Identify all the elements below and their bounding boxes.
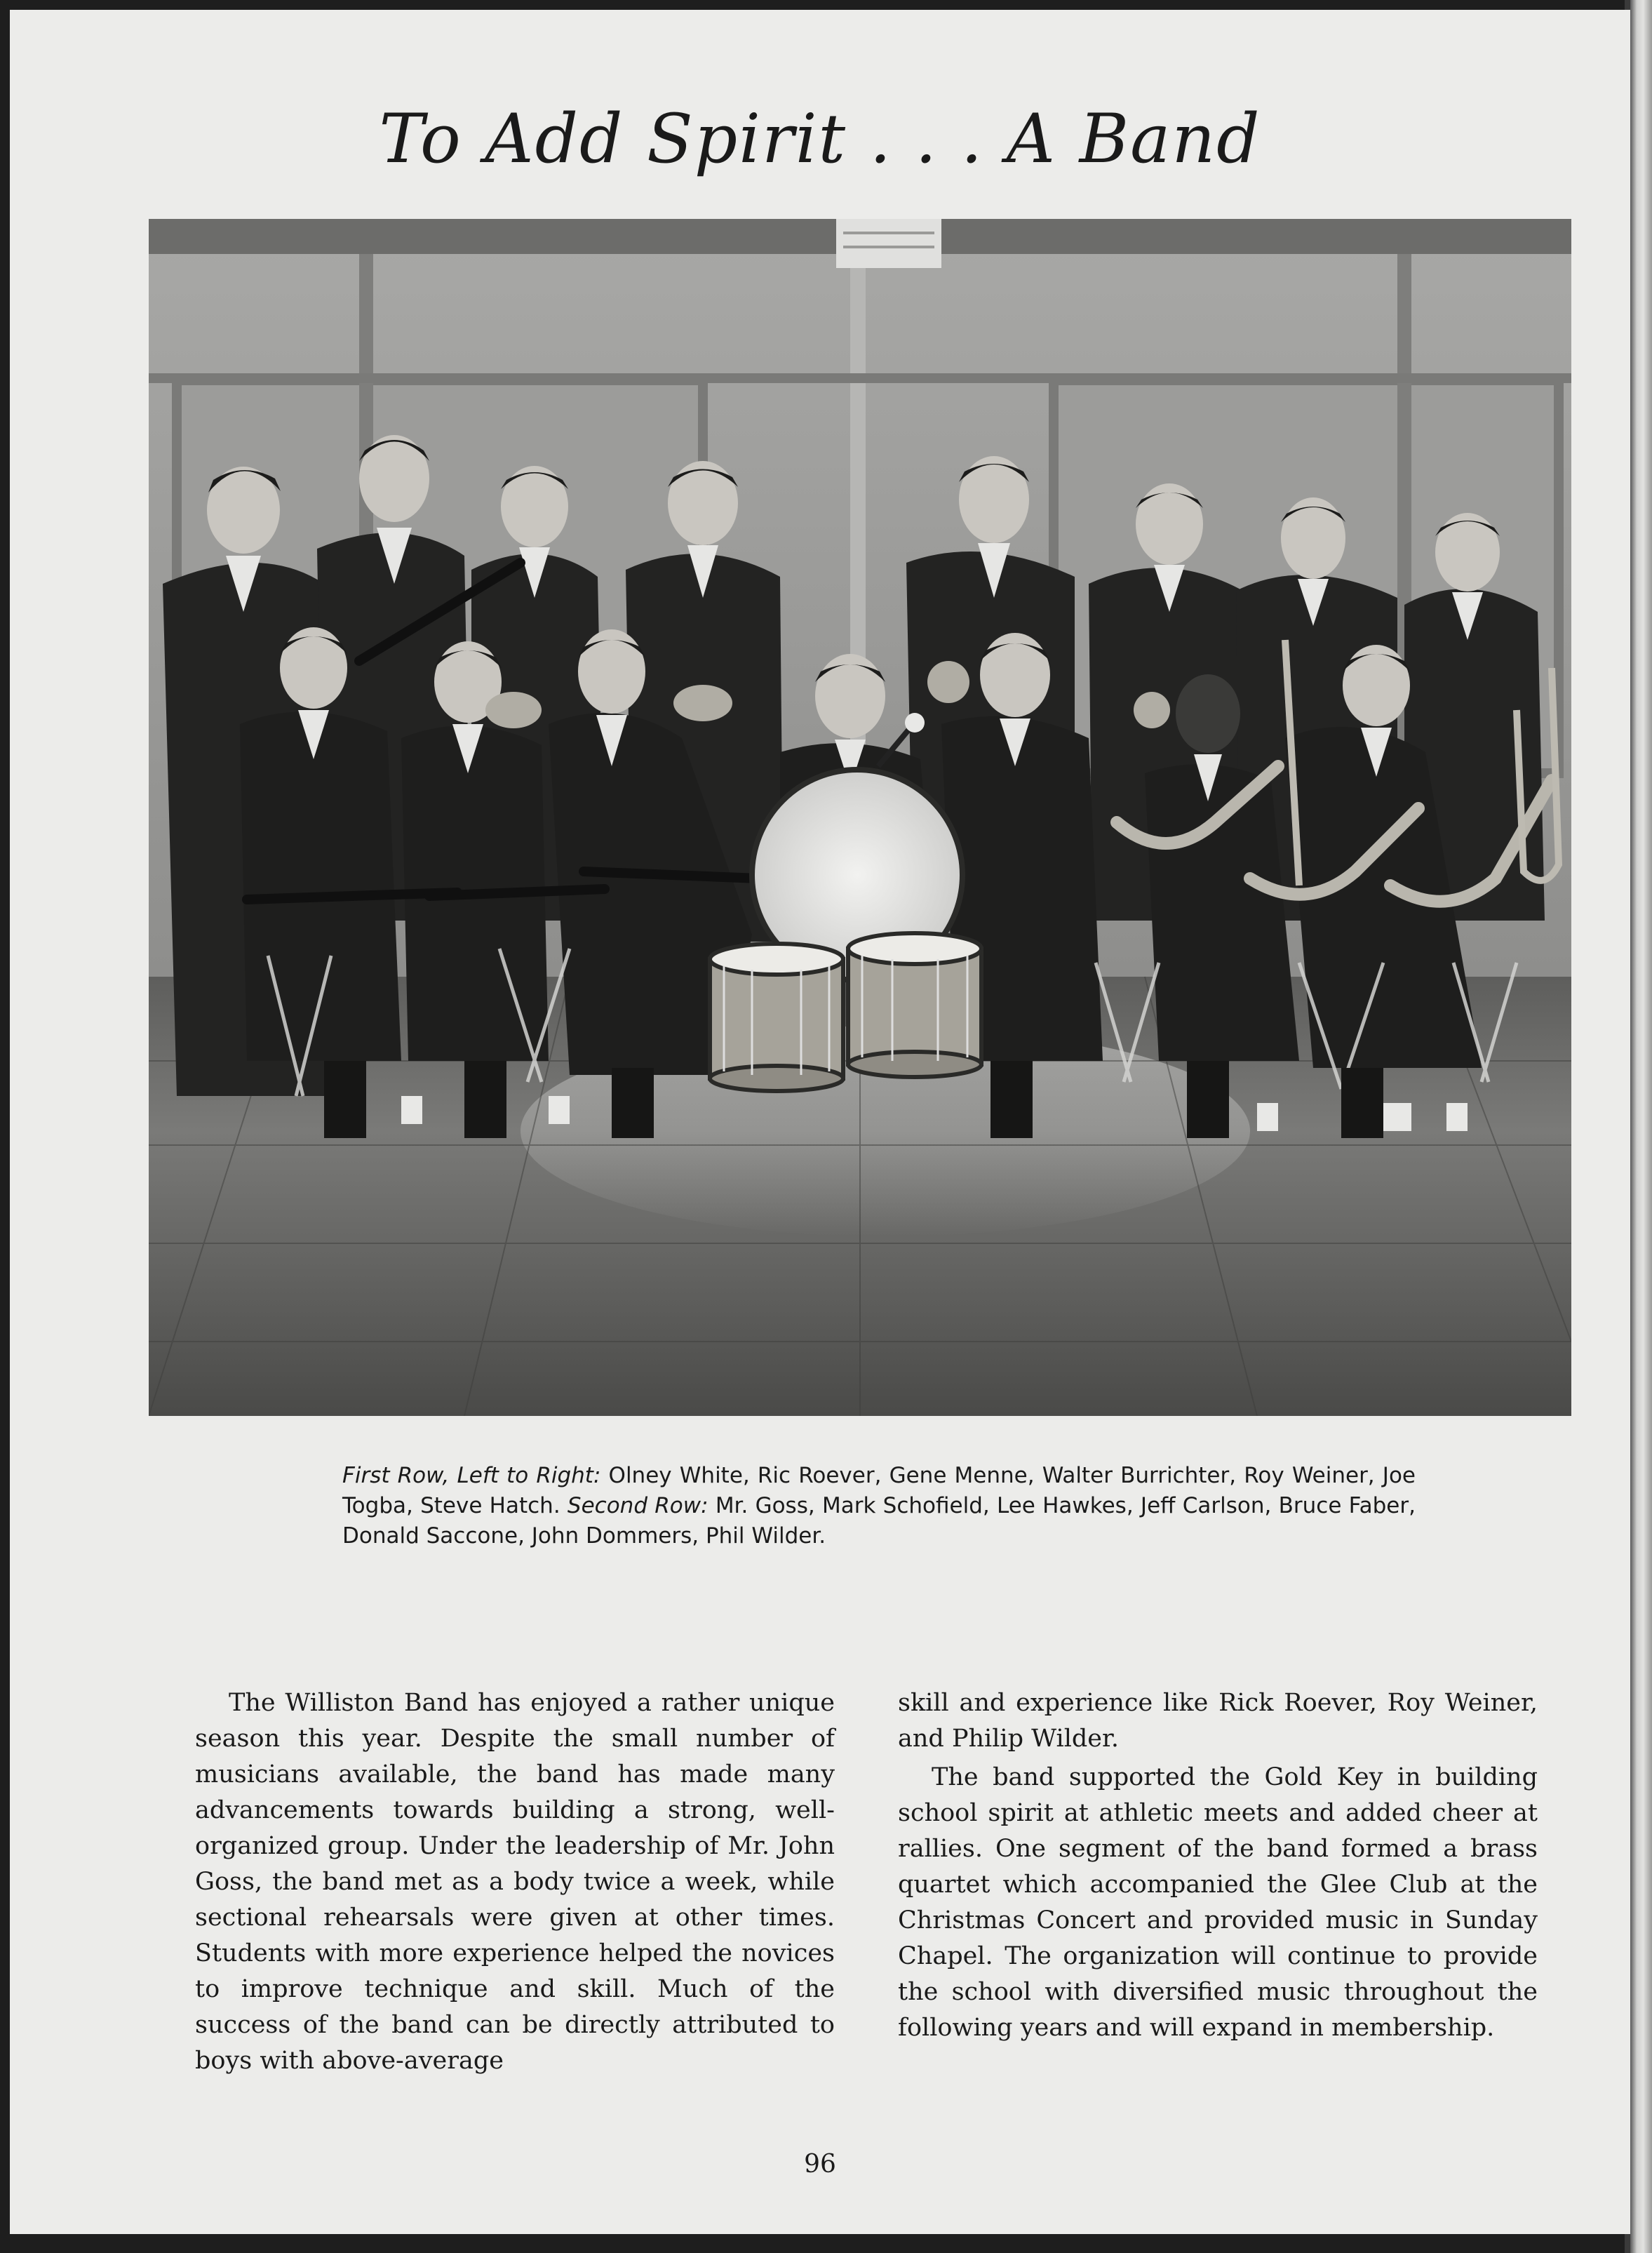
yearbook-page (10, 10, 1630, 2234)
book-spine (1630, 0, 1652, 2253)
page-title: To Add Spirit . . . A Band (379, 100, 1261, 178)
caption-second-row-names: Mr. Goss, Mark Schofield, Lee Hawkes, Jeff Carlson, Bruce Faber, Donald Saccone, John Dommers, Phil Wilder. (342, 1493, 1416, 1549)
band-photo-illustration (149, 219, 1571, 1416)
band-group-photo (149, 219, 1571, 1416)
article-paragraph-2: The band supported the Gold Key in building school spirit at athletic meets and added cheer at rallies. One segment of the band formed a brass quartet which accompanied the Glee Club at the Christmas Concert and provided music in Sunday Chapel. The organization will continue to provide the school with diversified music throughout the following years and will expand in membership. (898, 1763, 1538, 2042)
article-column-left (195, 1685, 835, 2079)
caption-first-row-label: First Row, Left to Right: (342, 1463, 601, 1488)
caption-first-row-names: Olney White, Ric Roever, Gene Menne, Walter Burrichter, Roy Weiner, Joe Togba, Steve Hatch. (342, 1463, 1416, 1518)
caption-second-row-label: Second Row: (567, 1493, 709, 1518)
article-paragraph-1-continuation: skill and experience like Rick Roever, Roy Weiner, and Philip Wilder. (898, 1689, 1538, 1753)
article-column-right (898, 1685, 1538, 2046)
article-paragraph-1: The Williston Band has enjoyed a rather unique season this year. Despite the small number of musicians available, the band has made many advancements towards building a strong, well-organized group. Under the leadership of Mr. John Goss, the band met as a body twice a week, while sectional rehearsals were given at other times. Students with more experience helped the novices to improve technique and skill. Much of the success of the band can be directly attributed to boys with above-average (195, 1689, 835, 2075)
page-number: 96 (804, 2150, 836, 2179)
photo-caption (342, 1461, 1416, 1551)
